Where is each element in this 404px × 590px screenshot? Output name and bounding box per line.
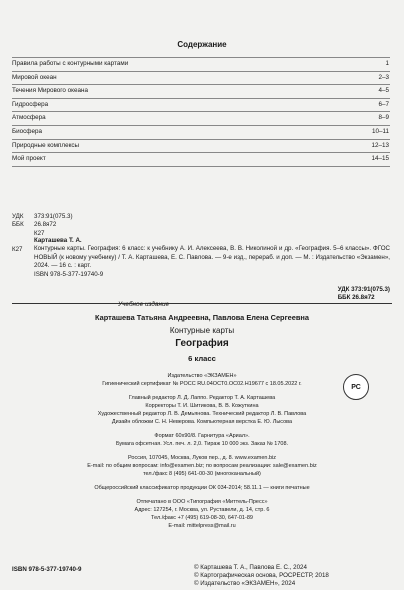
toc-row — [12, 140, 390, 154]
bbk-right: ББК 26.8я72 — [337, 294, 375, 301]
isbn-bottom: ISBN 978-5-377-19740-9 — [12, 566, 82, 573]
art-editor: Художественный редактор Л. В. Демьянова. Технический редактор Л. В. Павлова — [97, 411, 307, 417]
publisher-tel: тел./факс 8 (495) 641-00-30 (многоканальный) — [143, 471, 261, 477]
paper-info: Бумага офсетная. Усл. печ. л. 2,0. Тираж 10 000 экз. Заказ № 1708. — [115, 441, 289, 447]
toc-label: Атмосфера — [12, 114, 46, 122]
toc-label: Природные комплексы — [12, 141, 80, 149]
toc-label: Мировой океан — [12, 73, 57, 81]
series-title: Контурные карты — [169, 326, 235, 335]
format: Формат 60х90/8. Гарнитура «Ариал». — [154, 433, 250, 439]
copyright-map: © Картографическая основа, РОСРЕСТР, 2018 — [194, 572, 329, 580]
copyright-authors: © Карташева Т. А., Павлова Е. С., 2024 — [194, 564, 307, 571]
copyright-block — [194, 564, 329, 589]
publisher: Издательство «ЭКЗАМЕН» — [167, 373, 237, 379]
annotation-isbn: ISBN 978-5-377-19740-9 — [34, 270, 104, 278]
proofreaders: Корректоры Т. И. Шитикова, В. В. Кожуткина — [145, 403, 259, 409]
udk-right: УДК 373:91(075.3) — [337, 286, 390, 293]
edition-type: Учебное издание — [118, 301, 170, 308]
toc-row — [12, 72, 390, 86]
toc-page: 14–15 — [371, 155, 389, 163]
toc-page: 2–3 — [378, 73, 389, 81]
bibliographic-codes — [12, 213, 392, 238]
divider-top — [12, 303, 392, 304]
toc-label: Правила работы с контурными картами — [12, 60, 129, 67]
okp: Общероссийский классификатор продукции ОК 034-2014; 58.11.1 — книги печатные — [94, 485, 310, 491]
udk-label: УДК — [12, 213, 24, 220]
udk-right-block — [338, 286, 390, 302]
cover-designer: Дизайн обложки С. Н. Неверова. Компьютерная верстка Е. Ю. Лысова — [111, 419, 293, 425]
toc-page: 1 — [385, 60, 389, 67]
printer-address: Адрес: 127254, г. Москва, ул. Руставели, д. 14, стр. 6 — [134, 507, 270, 513]
k27-left: К27 — [12, 246, 23, 253]
toc-row — [12, 57, 390, 72]
publisher-email: E-mail: по общим вопросам: info@examen.biz; по вопросам реализации: sale@examen.biz — [87, 463, 317, 469]
toc-label: Течения Мирового океана — [12, 87, 88, 95]
toc-label: Биосфера — [12, 127, 42, 135]
printer-tel: Тел./факс +7 (495) 619-08-30, 647-01-89 — [151, 515, 253, 521]
grade-title: 6 класс — [188, 354, 216, 363]
toc-label: Гидросфера — [12, 100, 49, 108]
copyright-publisher: © Издательство «ЭКЗАМЕН», 2024 — [194, 580, 296, 588]
toc-title: Содержание — [177, 40, 227, 49]
authors: Карташева Татьяна Андреевна, Павлова Елена Сергеевна — [95, 313, 309, 322]
printer-email: E-mail: mittelpress@mail.ru — [168, 523, 236, 529]
toc-row — [12, 99, 390, 113]
annotation-block — [34, 237, 390, 279]
udk-value: 373:91(075.3) — [34, 213, 73, 220]
table-of-contents — [12, 57, 390, 167]
toc-page: 6–7 — [378, 100, 389, 108]
toc-label: Мой проект — [12, 155, 46, 163]
toc-row — [12, 153, 390, 167]
annotation-text: Контурные карты. География: 6 класс: к учебнику А. И. Алексеева, В. В. Николиной и др. «География. 5–6 классы». ФГОС НОВЫЙ (к новому учебнику) / Т. А. Карташева, Е. С. Павлова. — 9-е изд., перераб. и доп. — М. : Издательство «Экзамен», 2024. — 16 с. : карт. — [34, 245, 390, 270]
toc-page: 8–9 — [378, 114, 389, 122]
toc-page: 12–13 — [371, 141, 389, 149]
printed-by: Отпечатано в ООО «Типография «Миттель-Пресс» — [136, 499, 268, 505]
annotation-author: Карташева Т. А. — [34, 237, 82, 244]
publisher-address: Россия, 107045, Москва, Луков пер., д. 8. www.examen.biz — [127, 455, 277, 461]
k27-code: К27 — [34, 229, 45, 237]
toc-page: 10–11 — [371, 127, 389, 135]
toc-page: 4–5 — [378, 87, 389, 95]
subject-title: География — [175, 338, 229, 349]
bbk-value: 26.8я72 — [34, 221, 57, 229]
pc-logo-text: РС — [351, 383, 361, 391]
toc-row — [12, 112, 390, 126]
toc-row — [12, 126, 390, 140]
bbk-label: ББК — [12, 221, 24, 229]
hygiene-cert: Гигиенический сертификат № РОСС RU.04ОСТ0.ОС02.Н19677 с 18.05.2022 г. — [102, 381, 302, 387]
toc-row — [12, 85, 390, 99]
chief-editor: Главный редактор Л. Д. Лаппо. Редактор Т. А. Карташева — [128, 395, 276, 401]
